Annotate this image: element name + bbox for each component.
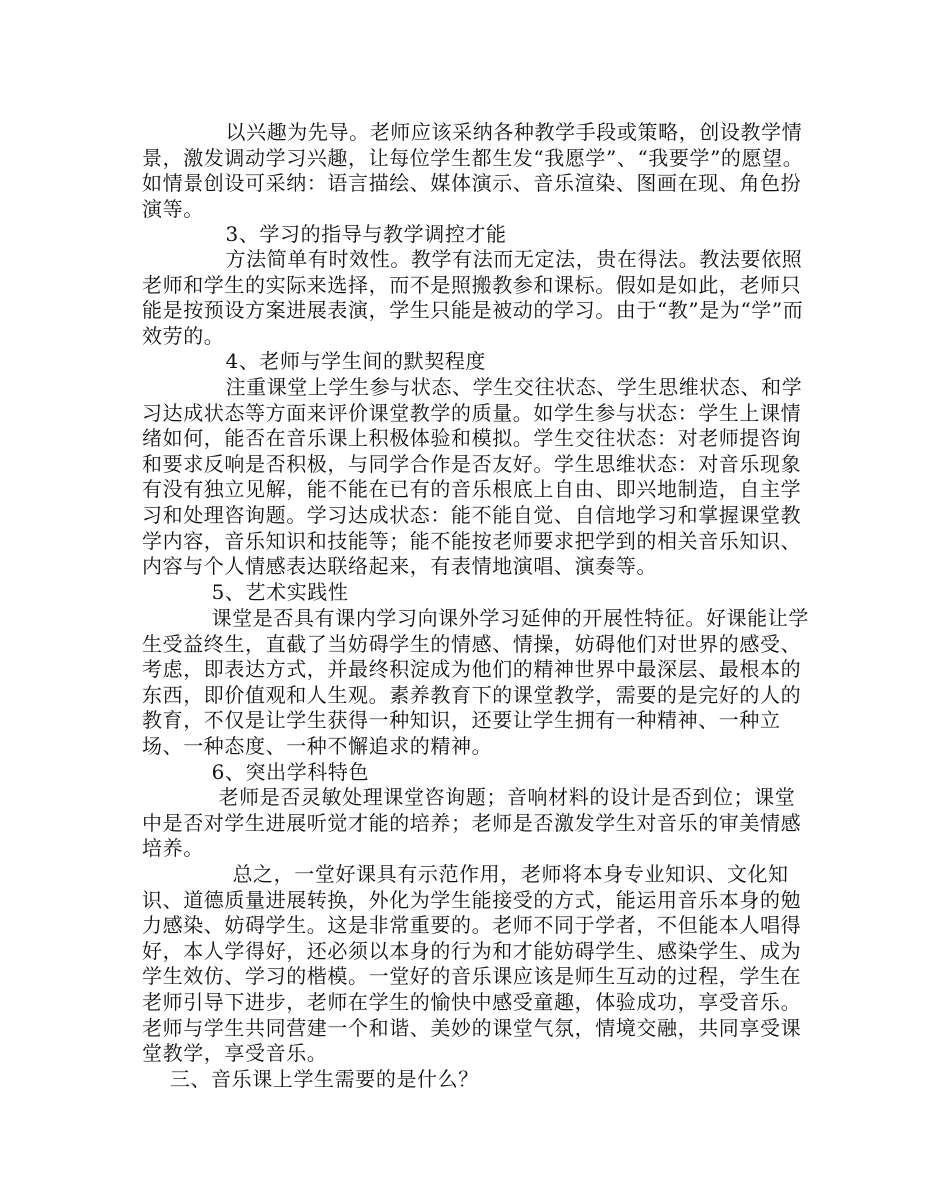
paragraph-interest: 以兴趣为先导。老师应该采纳各种教学手段或策略，创设教学情景，激发调动学习兴趣，让每位学生都生发“我愿学”、“我要学”的愿望。如情景创设可采纳：语言描绘、媒体演示、音乐渲染、图画在现、角色扮演等。 <box>142 120 804 221</box>
heading-3: 3、学习的指导与教学调控才能 <box>142 222 507 246</box>
paragraph-practice: 课堂是否具有课内学习向课外学习延伸的开展性特征。好课能让学生受益终生，直截了当妨碍学生的情感、情操，妨碍他们对世界的感受、考虑，即表达方式，并最终积淀成为他们的精神世界中最深层、最根本的东西，即价值观和人生观。素养教育下的课堂教学，需要的是完好的人的教育，不仅是让学生获得一种知识，还要让学生拥有一种精神、一种立场、一种态度、一种不懈追求的精神。 <box>142 606 809 758</box>
section-heading-3: 三、音乐课上学生需要的是什么？ <box>142 1067 479 1091</box>
paragraph-method: 方法简单有时效性。教学有法而无定法，贵在得法。教法要依照老师和学生的实际来选择，而不是照搬教参和课标。假如是如此，老师只能是按预设方案进展表演，学生只能是被动的学习。由于“教”是为“学”而效劳的。 <box>142 247 804 348</box>
heading-6: 6、突出学科特色 <box>142 760 370 784</box>
paragraph-rapport: 注重课堂上学生参与状态、学生交往状态、学生思维状态、和学习达成状态等方面来评价课堂教学的质量。如学生参与状态：学生上课情绪如何，能否在音乐课上积极体验和模拟。学生交往状态：对老师提咨询和要求反响是否积极，与同学合作是否友好。学生思维状态：对音乐现象有没有独立见解，能不能在已有的音乐根底上自由、即兴地制造，自主学习和处理咨询题。学习达成状态：能不能自觉、自信地学习和掌握课堂教学内容，音乐知识和技能等；能不能按老师要求把学到的相关音乐知识、内容与个人情感表达联络起来，有表情地演唱、演奏等。 <box>142 375 803 579</box>
heading-5: 5、艺术实践性 <box>142 580 349 604</box>
paragraph-summary: 总之，一堂好课具有示范作用，老师将本身专业知识、文化知识、道德质量进展转换，外化为学生能接受的方式，能运用音乐本身的勉力感染、妨碍学生。这是非常重要的。老师不同于学者，不但能本人唱得好，本人学得好，还必须以本身的行为和才能妨碍学生、感染学生、成为学生效仿、学习的楷模。一堂好的音乐课应该是师生互动的过程，学生在老师引导下进步，老师在学生的愉快中感受童趣，体验成功，享受音乐。老师与学生共同营建一个和谐、美妙的课堂气氛，情境交融，共同享受课堂教学，享受音乐。 <box>142 862 802 1066</box>
paragraph-subject: 老师是否灵敏处理课堂咨询题；音响材料的设计是否到位；课堂中是否对学生进展听觉才能的培养；老师是否激发学生对音乐的审美情感培养。 <box>142 785 802 861</box>
heading-4: 4、老师与学生间的默契程度 <box>142 349 487 373</box>
